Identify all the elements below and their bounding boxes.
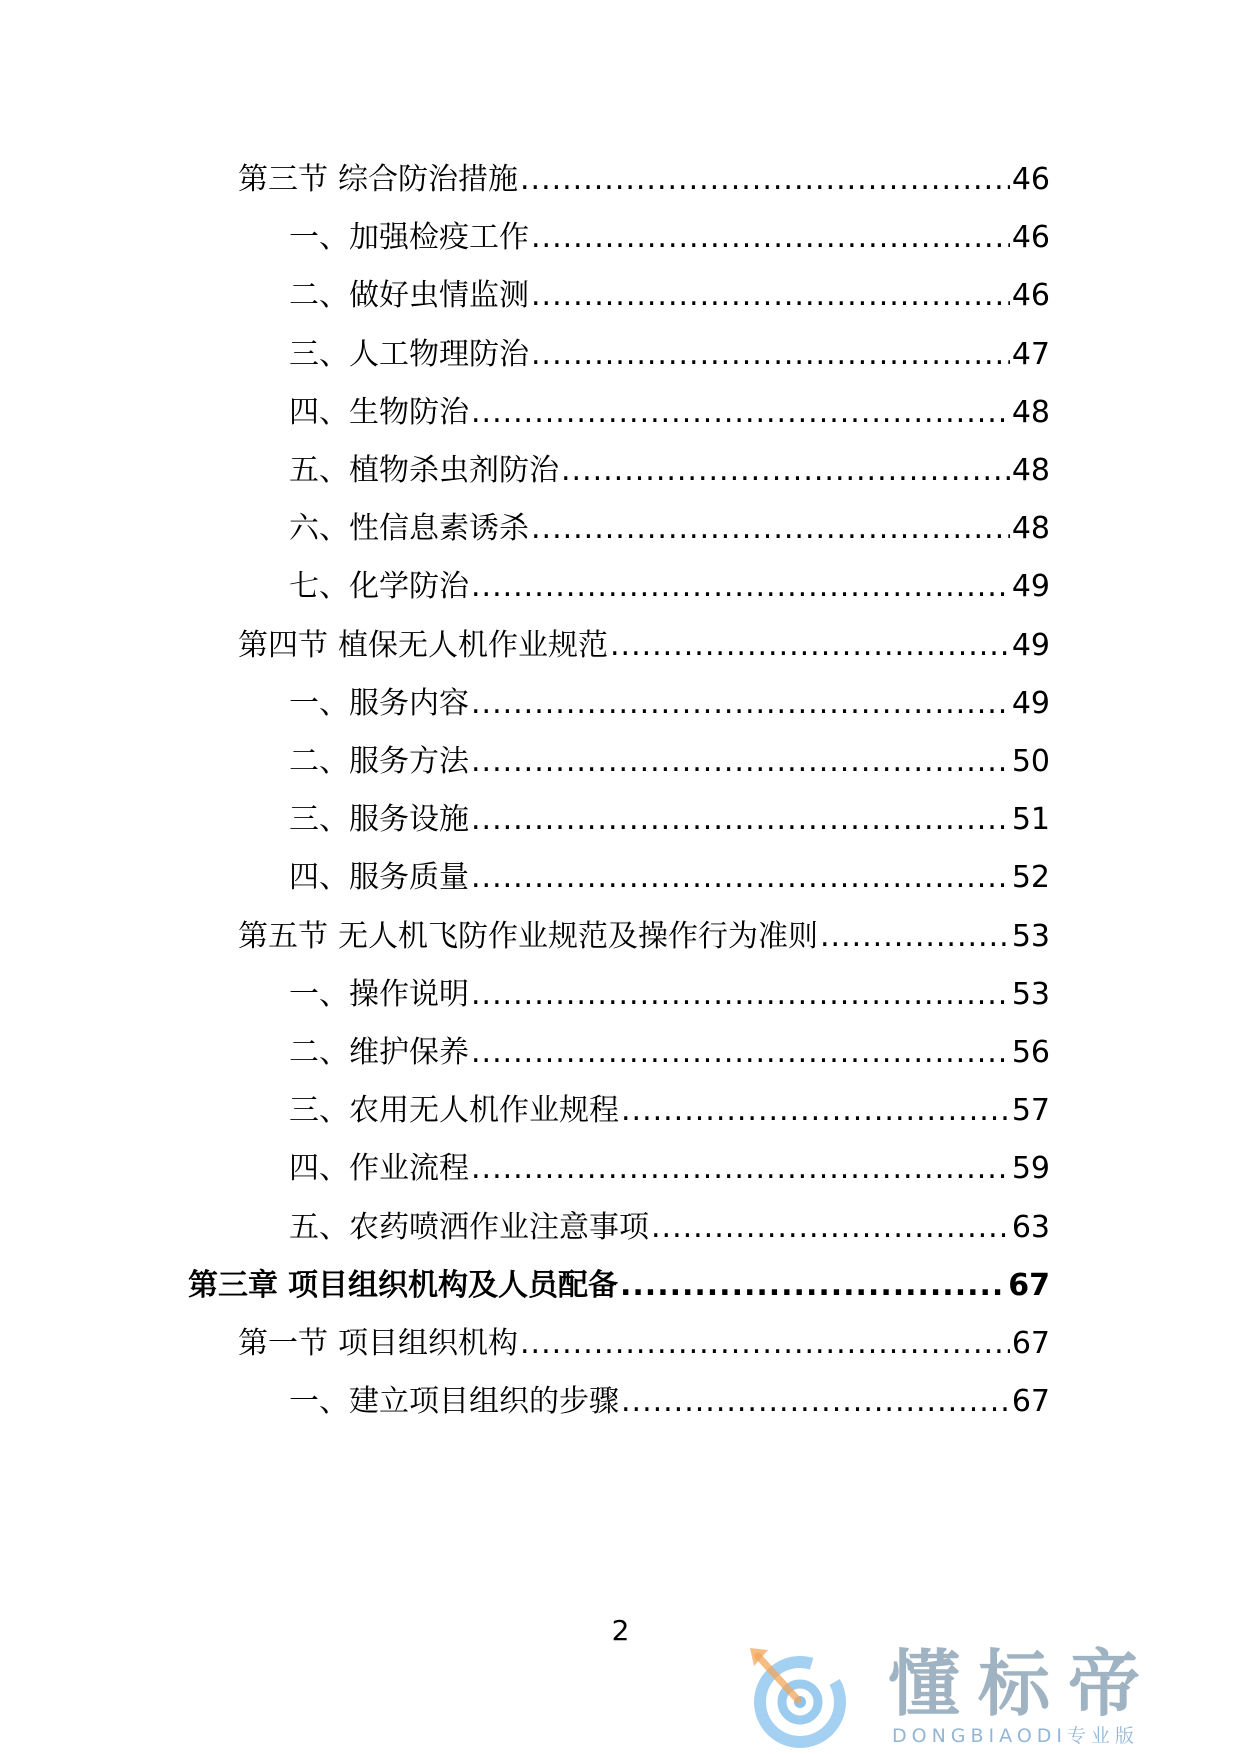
toc-entry-number: 第五节	[238, 919, 328, 954]
toc-entry-item[interactable]	[289, 1149, 1050, 1189]
toc-entry-item[interactable]	[289, 858, 1050, 898]
toc-entry-page: 46	[1011, 278, 1050, 313]
toc-dot-leader	[471, 742, 1010, 782]
toc-dot-leader	[520, 1324, 1010, 1364]
toc-dot-leader	[820, 917, 1010, 957]
toc-entry-number: 一、	[289, 686, 349, 721]
toc-entry-item[interactable]	[289, 567, 1050, 607]
toc-entry-item[interactable]	[289, 1208, 1050, 1248]
toc-entry-number: 四、	[289, 860, 349, 895]
toc-entry-title: 项目组织机构	[338, 1326, 518, 1361]
toc-entry-page: 48	[1011, 395, 1050, 430]
toc-entry-page: 67	[1008, 1268, 1050, 1303]
page-number: 2	[611, 1614, 630, 1647]
toc-entry-page: 52	[1011, 860, 1050, 895]
watermark-sub-latin: DONGBIAODI	[892, 1725, 1068, 1747]
toc-entry-section[interactable]	[238, 626, 1050, 666]
toc-entry-title: 维护保养	[349, 1035, 469, 1070]
toc-dot-leader	[531, 335, 1010, 375]
toc-entry-item[interactable]	[289, 800, 1050, 840]
toc-dot-leader	[621, 1382, 1010, 1422]
toc-entry-item[interactable]	[289, 684, 1050, 724]
toc-entry-number: 三、	[289, 337, 349, 372]
toc-entry-item[interactable]	[289, 509, 1050, 549]
toc-entry-page: 46	[1011, 162, 1050, 197]
watermark-subtitle	[892, 1724, 1139, 1748]
toc-entry-item[interactable]	[289, 335, 1050, 375]
toc-entry-number: 三、	[289, 1093, 349, 1128]
target-logo-icon	[740, 1640, 860, 1750]
toc-entry-item[interactable]	[289, 1091, 1050, 1131]
toc-entry-number: 第三章	[188, 1268, 278, 1303]
toc-entry-section[interactable]	[238, 917, 1050, 957]
toc-entry-title: 综合防治措施	[338, 162, 518, 197]
toc-entry-page: 59	[1011, 1151, 1050, 1186]
toc-entry-page: 48	[1011, 453, 1050, 488]
toc-entry-number: 二、	[289, 1035, 349, 1070]
toc-entry-title: 农药喷洒作业注意事项	[349, 1210, 649, 1245]
toc-entry-title: 做好虫情监测	[349, 278, 529, 313]
toc-entry-item[interactable]	[289, 393, 1050, 433]
toc-entry-page: 49	[1011, 686, 1050, 721]
toc-entry-page: 49	[1011, 569, 1050, 604]
toc-entry-number: 七、	[289, 569, 349, 604]
toc-entry-number: 第三节	[238, 162, 328, 197]
toc-dot-leader	[531, 218, 1010, 258]
toc-entry-title: 加强检疫工作	[349, 220, 529, 255]
toc-dot-leader	[621, 1091, 1010, 1131]
toc-entry-title: 服务设施	[349, 802, 469, 837]
toc-entry-title: 操作说明	[349, 977, 469, 1012]
toc-dot-leader	[471, 975, 1010, 1015]
toc-entry-title: 服务质量	[349, 860, 469, 895]
toc-entry-number: 一、	[289, 1384, 349, 1419]
toc-entry-title: 人工物理防治	[349, 337, 529, 372]
toc-entry-title: 生物防治	[349, 395, 469, 430]
toc-entry-page: 67	[1011, 1384, 1050, 1419]
toc-entry-number: 一、	[289, 977, 349, 1012]
watermark	[740, 1640, 1220, 1750]
toc-entry-item[interactable]	[289, 742, 1050, 782]
toc-entry-number: 第四节	[238, 628, 328, 663]
toc-dot-leader	[520, 160, 1010, 200]
toc-entry-title: 服务内容	[349, 686, 469, 721]
toc-entry-number: 二、	[289, 744, 349, 779]
toc-dot-leader	[471, 1033, 1010, 1073]
toc-entry-title: 化学防治	[349, 569, 469, 604]
toc-entry-item[interactable]	[289, 451, 1050, 491]
toc-dot-leader	[471, 858, 1010, 898]
toc-entry-item[interactable]	[289, 1033, 1050, 1073]
toc-entry-item[interactable]	[289, 975, 1050, 1015]
toc-entry-title: 作业流程	[349, 1151, 469, 1186]
toc-entry-number: 四、	[289, 395, 349, 430]
toc-dot-leader	[651, 1208, 1010, 1248]
toc-entry-number: 一、	[289, 220, 349, 255]
toc-entry-chapter[interactable]	[188, 1266, 1050, 1306]
toc-entry-page: 50	[1011, 744, 1050, 779]
toc-entry-page: 53	[1011, 977, 1050, 1012]
toc-entry-page: 51	[1011, 802, 1050, 837]
toc-entry-page: 46	[1011, 220, 1050, 255]
toc-entry-section[interactable]	[238, 1324, 1050, 1364]
toc-entry-title: 建立项目组织的步骤	[349, 1384, 619, 1419]
toc-entry-title: 无人机飞防作业规范及操作行为准则	[338, 919, 818, 954]
toc-dot-leader	[471, 1149, 1010, 1189]
toc-dot-leader	[471, 684, 1010, 724]
watermark-sub-cn: 专业版	[1067, 1725, 1140, 1747]
toc-entry-page: 67	[1011, 1326, 1050, 1361]
toc-entry-number: 四、	[289, 1151, 349, 1186]
toc-entry-title: 性信息素诱杀	[349, 511, 529, 546]
toc-entry-page: 63	[1011, 1210, 1050, 1245]
toc-entry-page: 49	[1011, 628, 1050, 663]
toc-entry-number: 五、	[289, 453, 349, 488]
toc-dot-leader	[561, 451, 1010, 491]
toc-entry-item[interactable]	[289, 218, 1050, 258]
toc-entry-number: 六、	[289, 511, 349, 546]
toc-entry-page: 47	[1011, 337, 1050, 372]
toc-entry-number: 五、	[289, 1210, 349, 1245]
toc-dot-leader	[620, 1266, 1006, 1306]
toc-entry-section[interactable]	[238, 160, 1050, 200]
toc-entry-item[interactable]	[289, 276, 1050, 316]
toc-entry-page: 48	[1011, 511, 1050, 546]
toc-entry-title: 植物杀虫剂防治	[349, 453, 559, 488]
toc-dot-leader	[531, 509, 1010, 549]
toc-dot-leader	[610, 626, 1010, 666]
toc-dot-leader	[471, 800, 1010, 840]
toc-entry-title: 植保无人机作业规范	[338, 628, 608, 663]
toc-entry-page: 57	[1011, 1093, 1050, 1128]
toc-entry-title: 农用无人机作业规程	[349, 1093, 619, 1128]
toc-entry-title: 服务方法	[349, 744, 469, 779]
toc-entry-number: 三、	[289, 802, 349, 837]
toc-dot-leader	[531, 276, 1010, 316]
toc-dot-leader	[471, 567, 1010, 607]
toc-entry-page: 56	[1011, 1035, 1050, 1070]
toc-entry-number: 第一节	[238, 1326, 328, 1361]
toc-entry-number: 二、	[289, 278, 349, 313]
toc-entry-page: 53	[1011, 919, 1050, 954]
toc-entry-item[interactable]	[289, 1382, 1050, 1422]
toc-dot-leader	[471, 393, 1010, 433]
toc-entry-title: 项目组织机构及人员配备	[288, 1268, 618, 1303]
watermark-brand: 懂标帝	[888, 1642, 1159, 1726]
